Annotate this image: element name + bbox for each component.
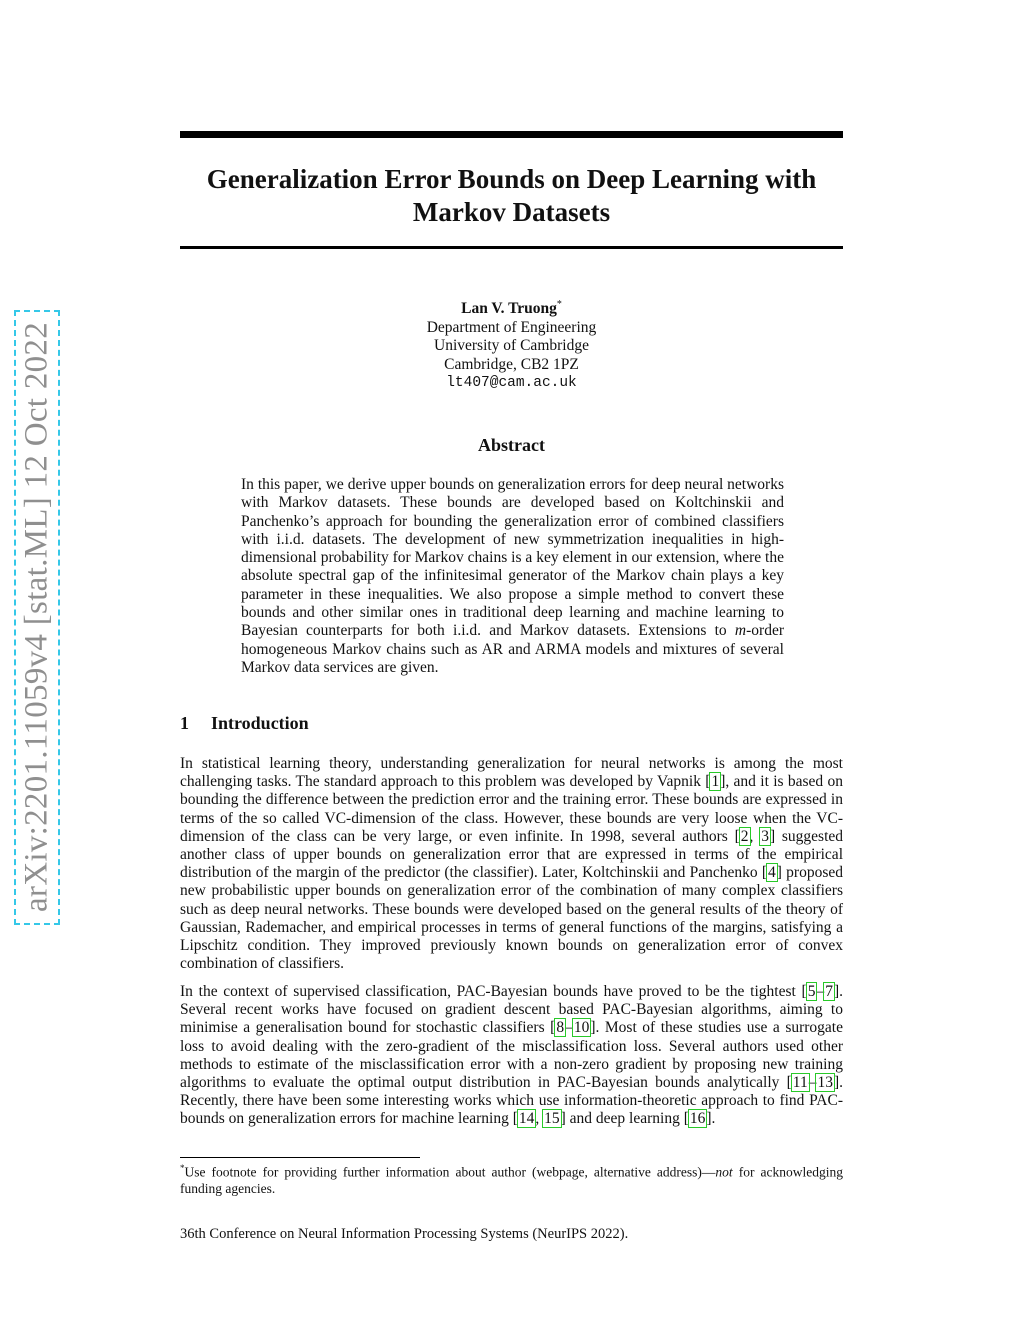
title-line-1: Generalization Error Bounds on Deep Learning with [206,164,817,194]
paper-title [180,163,843,229]
citation-link[interactable]: 4 [768,864,776,882]
citation-link[interactable]: 2 [740,827,749,845]
arxiv-sidebar [0,0,66,1325]
citation-link[interactable]: 11 [792,1074,808,1092]
title-top-rule [180,131,843,138]
author-department: Department of Engineering [426,318,597,336]
author-name: Lan V. Truong* [461,299,562,318]
citation-link[interactable]: 15 [544,1110,560,1128]
math-symbol-m: m [734,622,747,640]
citation-link[interactable]: 14 [518,1110,535,1128]
footnote: *Use footnote for providing further information about author (webpage, alternative address)—not for acknowledging funding agencies. [180,1163,843,1196]
venue-note: 36th Conference on Neural Information Processing Systems (NeurIPS 2022). [180,1226,629,1242]
section-heading-introduction [180,713,843,734]
citation-link[interactable]: 3 [761,827,769,845]
citation-link[interactable]: 8 [556,1019,565,1037]
footnote-emphasis: not [715,1164,733,1180]
citation-link[interactable]: 5 [807,983,816,1000]
abstract-text: In this paper, we derive upper bounds on generalization errors for deep neural networks with Markov datasets. These bounds are developed based on Koltchinskii and Panchenko’s approach for bounding the generalization error of combined classifiers with i.i.d. datasets. The development of new symmetrization inequalities in high-dimensional probability for Markov chains is a key element in our extension, where the absolute spectral gap of the infinitesimal generator of the Markov chain plays a key parameter in these inequalities. We also propose a simple method to convert these bounds and other similar ones in traditional deep learning and machine learning to Bayesian counterparts for both i.i.d. and Markov datasets. Extensions to m-order homogeneous Markov chains such as AR and ARMA models and mixtures of several Markov data services are given. [241,476,784,676]
title-line-2: Markov Datasets [412,197,611,227]
footnote-rule [180,1157,420,1158]
citation-link[interactable]: 16 [689,1110,706,1128]
citation-link[interactable]: 7 [825,983,833,1000]
abstract-heading: Abstract [478,435,545,455]
citation-link[interactable]: 10 [573,1019,590,1037]
arxiv-identifier[interactable]: arXiv:2201.11059v4 [stat.ML] 12 Oct 2022 [18,321,55,913]
section-number: 1 [180,713,189,733]
author-block [180,296,843,393]
author-email[interactable]: lt407@cam.ac.uk [446,375,577,392]
introduction-paragraph-1: In statistical learning theory, understanding generalization for neural networks is among the most challenging tasks. The standard approach to this problem was developed by Vapnik [1], and it is based on bounding the difference between the prediction error and the training error. These bounds are expressed in terms of the so called VC-dimension of the class. However, these bounds are very loose when the VC-dimension of the class can be very large, or even infinite. In 1998, several authors [2, 3] suggested another class of upper bounds on generalization error that are expressed in terms of the empirical distribution of the margin of the predictor (the classifier). Later, Koltchinskii and Panchenko [4] proposed new probabilistic upper bounds on generalization error of the combination of many complex classifiers such as deep neural networks. These bounds were developed based on the general results of the theory of Gaussian, Rademacher, and empirical processes in terms of general functions of the margins, satisfying a Lipschitz condition. They improved previously known bounds on generalization error of convex combination of classifiers. [180,755,844,973]
author-footnote-mark[interactable]: * [556,299,562,310]
section-title: Introduction [211,713,309,733]
author-university: University of Cambridge [434,337,589,355]
introduction-paragraph-2: In the context of supervised classification, PAC-Bayesian bounds have proved to be the tightest [5–7]. Several recent works have focused on gradient descent based PAC-Bayesian algorithms, aiming to minimise a generalisation bound for stochastic classifiers [8–10]. Most of these studies use a surrogate loss to avoid dealing with the zero-gradient of the misclassification loss. Several authors used other methods to estimate of the misclassification error with a non-zero gradient by proposing new training algorithms to evaluate the optimal output distribution in PAC-Bayesian bounds analytically [11–13]. Recently, there have been some interesting works which use information-theoretic approach to find PAC-bounds on generalization errors for machine learning [14, 15] and deep learning [16]. [180,983,843,1128]
citation-link[interactable]: 1 [711,773,720,791]
author-location: Cambridge, CB2 1PZ [444,355,579,373]
citation-link[interactable]: 13 [817,1074,833,1092]
title-bottom-rule [180,246,843,249]
footnote-mark: * [180,1163,185,1173]
